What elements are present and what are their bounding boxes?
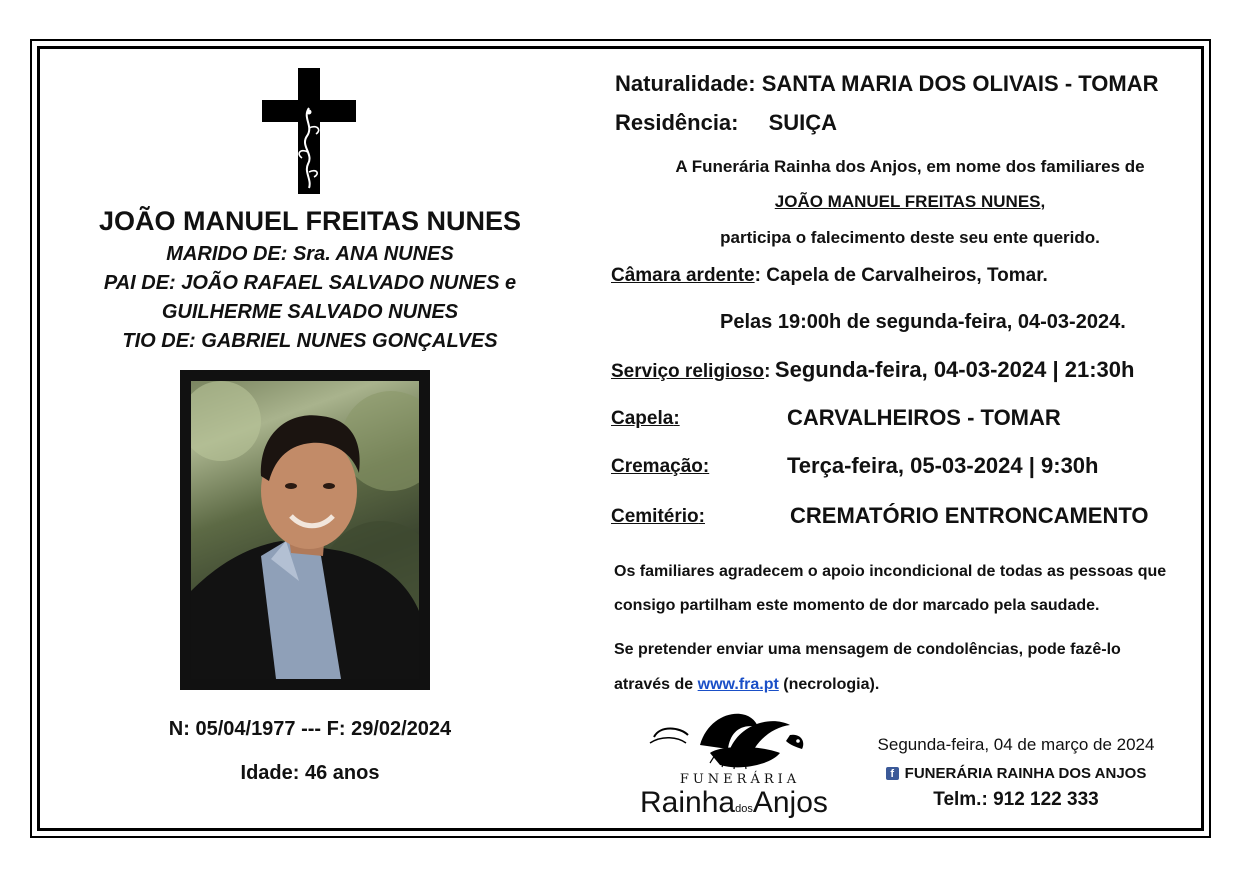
servico-value: Segunda-feira, 04-03-2024 | 21:30h (774, 357, 1135, 382)
phone: Telm.: 912 122 333 (933, 789, 1099, 810)
intro-line: A Funerária Rainha dos Anjos, em nome dos familiares de (675, 157, 1145, 176)
condolences-line: Se pretender enviar uma mensagem de condolências, pode fazê-lo (614, 641, 1121, 658)
intro-line: participa o falecimento deste seu ente querido. (720, 228, 1100, 247)
portrait-photo (191, 381, 419, 679)
thanks-line: consigo partilham este momento de dor marcado pela saudade. (614, 597, 1100, 614)
relation-line: MARIDO DE: Sra. ANA NUNES (166, 243, 454, 265)
camara-label: Câmara ardente (611, 265, 755, 286)
condolences-line: através de www.fra.pt (necrologia). (614, 676, 880, 693)
residencia-value: SUIÇA (768, 110, 838, 135)
footer-date: Segunda-feira, 04 de março de 2024 (877, 735, 1155, 754)
cross-icon (262, 68, 356, 194)
residencia-label: Residência: (615, 110, 739, 135)
capela-value: CARVALHEIROS - TOMAR (787, 405, 1061, 430)
logo-top-text: FUNERÁRIA (679, 772, 801, 787)
facebook-row[interactable] (860, 765, 1172, 782)
facebook-label: FUNERÁRIA RAINHA DOS ANJOS (904, 765, 1147, 782)
thanks-line: Os familiares agradecem o apoio incondicional de todas as pessoas que (614, 563, 1167, 580)
servico-row: Serviço religioso: Segunda-feira, 04-03-2024 | 21:30h (611, 357, 1135, 382)
cremacao-label: Cremação: (611, 456, 710, 477)
age: Idade: 46 anos (240, 762, 380, 784)
residencia-row (615, 110, 837, 136)
camara-row (611, 265, 1048, 287)
facebook-icon: f (886, 767, 899, 780)
deceased-name: JOÃO MANUEL FREITAS NUNES (98, 206, 522, 236)
cemiterio-label: Cemitério: (611, 506, 705, 527)
naturalidade-label: Naturalidade: (615, 71, 756, 96)
naturalidade-row (615, 71, 1159, 97)
relation-line: PAI DE: JOÃO RAFAEL SALVADO NUNES e (103, 272, 517, 294)
intro-name-text: JOÃO MANUEL FREITAS NUNES, (774, 192, 1046, 211)
naturalidade-value: SANTA MARIA DOS OLIVAIS - TOMAR (761, 71, 1159, 96)
camara-time: Pelas 19:00h de segunda-feira, 04-03-2024. (720, 311, 1126, 333)
camara-value: : Capela de Carvalheiros, Tomar. (754, 265, 1048, 286)
servico-label: Serviço religioso (611, 361, 765, 382)
website-link[interactable]: www.fra.pt (697, 676, 779, 693)
relation-line: GUILHERME SALVADO NUNES (161, 301, 459, 323)
cemiterio-value: CREMATÓRIO ENTRONCAMENTO (790, 503, 1149, 528)
relation-line: TIO DE: GABRIEL NUNES GONÇALVES (122, 330, 498, 352)
intro-name (610, 192, 1210, 212)
capela-label: Capela: (611, 408, 680, 429)
cremacao-value: Terça-feira, 05-03-2024 | 9:30h (787, 453, 1099, 478)
birth-death-dates: N: 05/04/1977 --- F: 29/02/2024 (168, 718, 452, 740)
logo-main-text: RainhadosAnjos (640, 786, 828, 819)
